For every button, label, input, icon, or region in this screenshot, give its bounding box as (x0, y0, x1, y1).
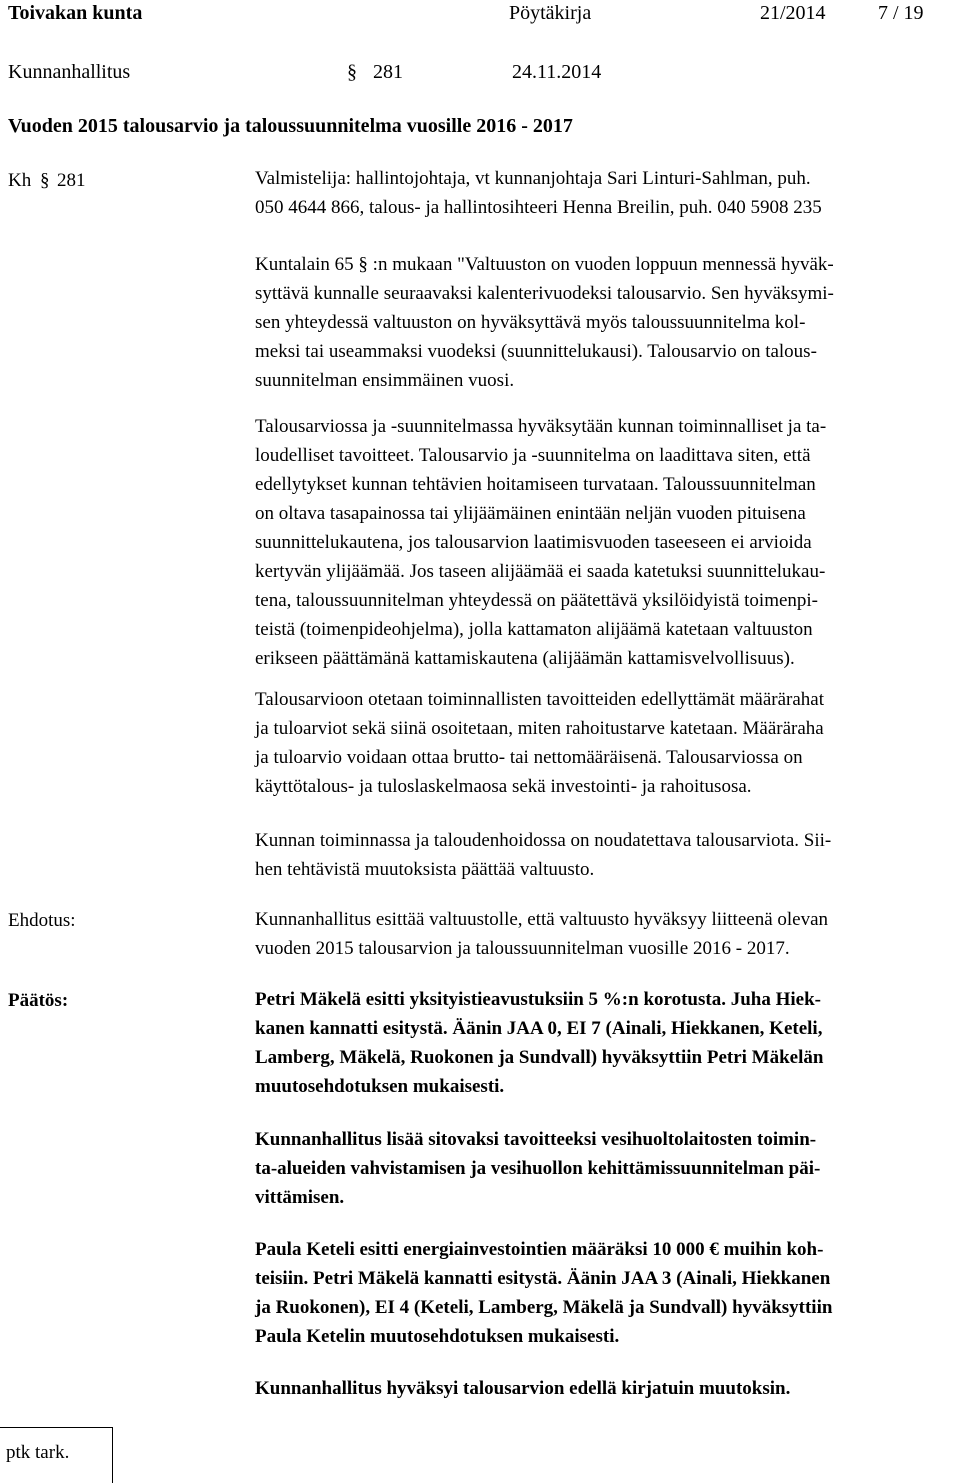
paragraph-line: Talousarviossa ja -suunnitelmassa hyväksytään kunnan toiminnalliset ja ta- (255, 416, 827, 437)
section-symbol: § (347, 61, 357, 83)
preparer-line: Valmistelija: hallintojohtaja, vt kunnanjohtaja Sari Linturi-Sahlman, puh. (255, 168, 811, 189)
paragraph-line: tena, taloussuunnitelman yhteydessä on päätettävä yksilöidyistä toimenpi- (255, 590, 819, 611)
decision-paragraph-4 (255, 1374, 955, 1403)
doc-number: 21/2014 (760, 2, 826, 24)
decision-line: kanen kannatti esitystä. Äänin JAA 0, EI 7 (Ainali, Hiekkanen, Keteli, (255, 1018, 823, 1039)
proposal-label: Ehdotus: (8, 910, 76, 931)
paragraph-line: suunnitelman ensimmäinen vuosi. (255, 370, 515, 391)
paragraph-line: kertyvän ylijäämää. Jos taseen alijäämää ei saada katetuksi suunnittelukau- (255, 561, 826, 582)
decision-line: teisiin. Petri Mäkelä kannatti esitystä. Äänin JAA 3 (Ainali, Hiekkanen (255, 1268, 831, 1289)
paragraph-line: on oltava tasapainossa tai ylijäämäinen enintään neljän vuoden pituisena (255, 503, 806, 524)
proposal-line: Kunnanhallitus esittää valtuustolle, että valtuusto hyväksyy liitteenä olevan (255, 909, 829, 930)
paragraph-line: syttävä kunnalle seuraavaksi kalenterivuodeksi talousarvio. Sen hyväksymi- (255, 283, 834, 304)
paragraph-line: sen yhteydessä valtuuston on hyväksyttävä myös taloussuunnitelma kol- (255, 312, 806, 333)
decision-line: Paula Keteli esitti energiainvestointien määräksi 10 000 € muihin koh- (255, 1239, 824, 1260)
decision-line: Petri Mäkelä esitti yksityistieavustuksiin 5 %:n korotusta. Juha Hiek- (255, 989, 821, 1010)
decision-line: vittämisen. (255, 1187, 345, 1208)
proposal-line: vuoden 2015 talousarvion ja taloussuunnitelman vuosille 2016 - 2017. (255, 938, 790, 959)
paragraph-line: teistä (toimenpideohjelma), jolla kattamaton alijäämä katetaan valtuuston (255, 619, 813, 640)
org-name: Toivakan kunta (8, 2, 143, 24)
paragraph-line: Kunnan toiminnassa ja taloudenhoidossa on noudatettava talousarviota. Sii- (255, 830, 832, 851)
paragraph-line: erikseen päättämänä kattamiskautena (alijäämän kattamisvelvollisuus). (255, 648, 795, 669)
minutes-checker-label: ptk tark. (6, 1442, 70, 1463)
paragraph-line: suunnittelukautena, jos talousarvion laatimisvuoden taseeseen ei arvioida (255, 532, 812, 553)
item-ref-prefix: Kh (8, 170, 32, 191)
paragraph-line: ja tuloarviot sekä siinä osoitetaan, miten rahoitustarve katetaan. Määräraha (255, 718, 824, 739)
preparer-block (255, 164, 955, 222)
preparer-line: 050 4644 866, talous- ja hallintosihteeri Henna Breilin, puh. 040 5908 235 (255, 197, 822, 218)
paragraph-maararahat (255, 685, 955, 801)
proposal-text (255, 905, 955, 963)
paragraph-line: Kuntalain 65 § :n mukaan "Valtuuston on vuoden loppuun mennessä hyväk- (255, 254, 834, 275)
paragraph-line: edellytykset kunnan tehtävien hoitamiseen turvataan. Taloussuunnitelman (255, 474, 816, 495)
decision-line: ja Ruokonen), EI 4 (Keteli, Lamberg, Mäkelä ja Sundvall) hyväksyttiin (255, 1297, 833, 1318)
decision-paragraph-3 (255, 1235, 955, 1351)
paragraph-kuntalaki (255, 250, 955, 395)
decision-line: ta-alueiden vahvistamisen ja vesihuollon kehittämissuunnitelman päi- (255, 1158, 821, 1179)
paragraph-line: ja tuloarvio voidaan ottaa brutto- tai nettomääräisenä. Talousarviossa on (255, 747, 803, 768)
decision-label: Päätös: (8, 990, 69, 1011)
meeting-date: 24.11.2014 (512, 61, 602, 83)
section-number: 281 (373, 61, 403, 83)
decision-line: Paula Ketelin muutosehdotuksen mukaisesti. (255, 1326, 620, 1347)
decision-paragraph-1 (255, 985, 955, 1101)
paragraph-line: hen tehtävistä muutoksista päättää valtuusto. (255, 859, 595, 880)
paragraph-line: meksi tai useammaksi vuodeksi (suunnittelukausi). Talousarvio on talous- (255, 341, 817, 362)
body-name: Kunnanhallitus (8, 61, 131, 83)
decision-line: Lamberg, Mäkelä, Ruokonen ja Sundvall) hyväksyttiin Petri Mäkelän (255, 1047, 824, 1068)
decision-line: Kunnanhallitus hyväksyi talousarvion edellä kirjatuin muutoksin. (255, 1378, 791, 1399)
doc-type: Pöytäkirja (509, 2, 592, 24)
paragraph-line: Talousarvioon otetaan toiminnallisten tavoitteiden edellyttämät määrärahat (255, 689, 824, 710)
paragraph-line: loudelliset tavoitteet. Talousarvio ja -suunnitelma on laadittava siten, että (255, 445, 811, 466)
item-ref-symbol: § (40, 170, 50, 191)
decision-paragraph-2 (255, 1125, 955, 1212)
item-title: Vuoden 2015 talousarvio ja taloussuunnitelma vuosille 2016 - 2017 (8, 115, 573, 137)
paragraph-noudatettava (255, 826, 955, 884)
decision-line: Kunnanhallitus lisää sitovaksi tavoitteeksi vesihuoltolaitosten toimin- (255, 1129, 817, 1150)
paragraph-tavoitteet (255, 412, 955, 673)
item-ref-number: 281 (57, 170, 86, 191)
page-number: 7 / 19 (878, 2, 924, 24)
paragraph-line: käyttötalous- ja tuloslaskelmaosa sekä investointi- ja rahoitusosa. (255, 776, 752, 797)
decision-line: muutosehdotuksen mukaisesti. (255, 1076, 505, 1097)
minutes-checker-box (0, 1427, 113, 1483)
